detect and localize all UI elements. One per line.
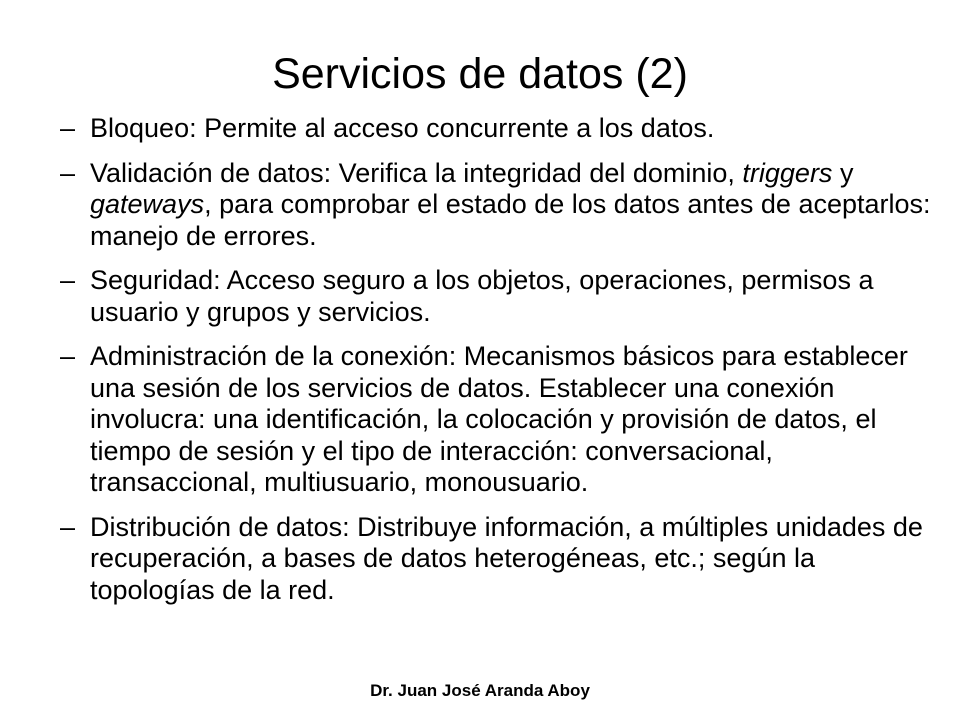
bullet-text: Bloqueo: Permite al acceso concurrente a los datos. xyxy=(90,113,715,143)
bullet-text-emphasis: gateways xyxy=(90,189,205,219)
slide-title: Servicios de datos (2) xyxy=(272,50,688,98)
bullet-text-part: , para comprobar el estado de los datos antes de aceptarlos: manejo de errores. xyxy=(90,189,931,251)
footer-author: Dr. Juan José Aranda Aboy xyxy=(370,681,590,700)
bullet-distribucion xyxy=(60,512,940,607)
bullet-dash: – xyxy=(60,511,76,542)
bullet-text: Administración de la conexión: Mecanismos básicos para establecer una sesión de los servicios de datos. Establecer una conexión involucra: una identificación, la colocación y provisión de datos, el tiempo de sesión y el tipo de interacción: conversacional, transaccional, multiusuario, monousuario. xyxy=(90,341,908,497)
bullet-dash: – xyxy=(60,341,76,371)
bullet-text xyxy=(90,158,940,253)
bullet-administracion xyxy=(60,341,940,499)
bullet-text-part: Validación de datos: Verifica la integridad del dominio, xyxy=(90,157,743,188)
bullet-bloqueo xyxy=(60,113,940,145)
bullet-list xyxy=(60,113,940,619)
bullet-text: Seguridad: Acceso seguro a los objetos, operaciones, permisos a usuario y grupos y servicios. xyxy=(90,265,874,327)
bullet-seguridad xyxy=(60,265,940,328)
bullet-dash: – xyxy=(60,157,76,188)
bullet-text: Distribución de datos: Distribuye información, a múltiples unidades de recuperación, a bases de datos heterogéneas, etc.; según la topologías de la red. xyxy=(90,511,923,605)
bullet-text-part: y xyxy=(832,157,854,188)
bullet-dash: – xyxy=(60,113,76,143)
bullet-validacion xyxy=(60,158,940,253)
bullet-text-emphasis: triggers xyxy=(742,157,833,188)
bullet-dash: – xyxy=(60,265,76,295)
